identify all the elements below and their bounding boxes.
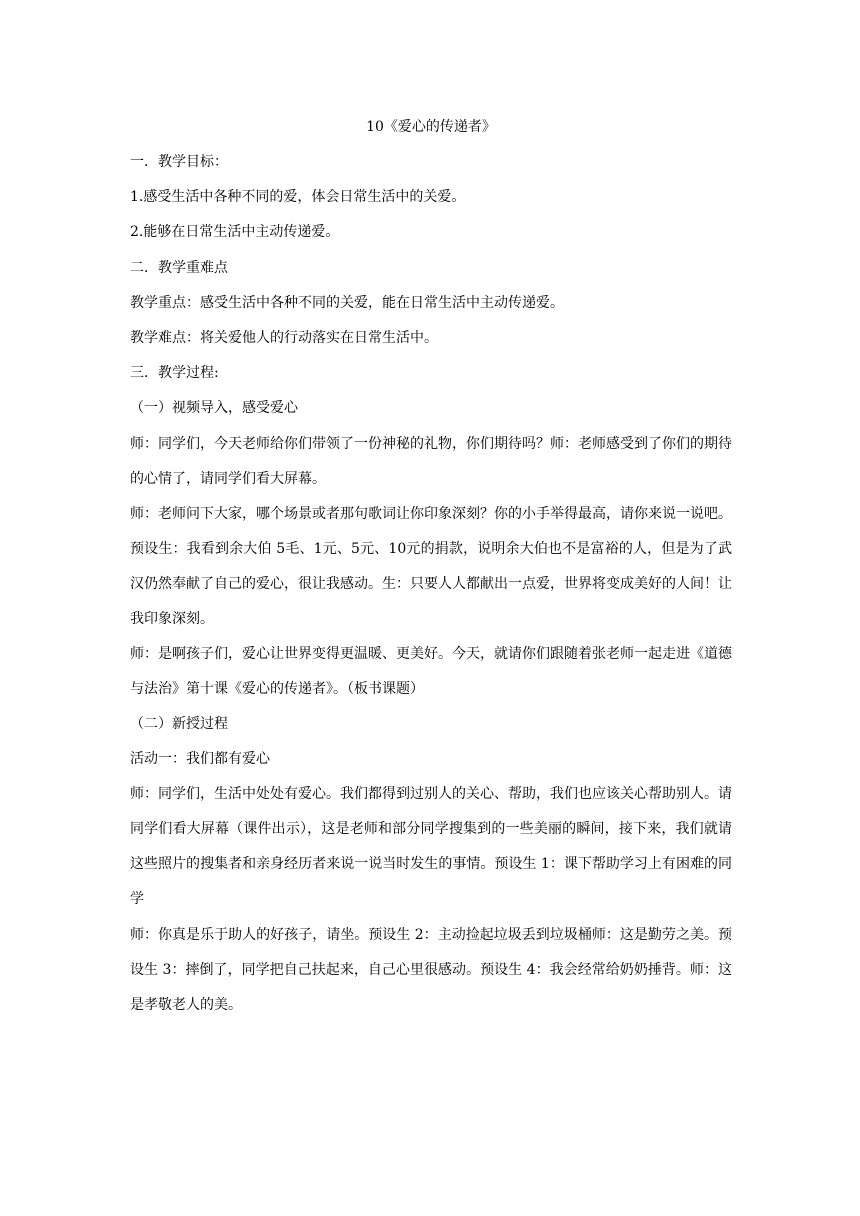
- section-heading-process: 三．教学过程:: [130, 365, 219, 382]
- goal-item-2: 2.能够在日常生活中主动传递爱。: [130, 224, 340, 241]
- subsection-heading-video-intro: （一）视频导入，感受爱心: [130, 400, 298, 417]
- paragraph: 师：是啊孩子们，爱心让世界变得更温暖、更美好。今天，就请你们跟随着张老师一起走进《道德与法治》第十课《爱心的传递者》。（板书课题）: [130, 645, 732, 697]
- paragraph: 师：同学们，今天老师给你们带领了一份神秘的礼物，你们期待吗？师：老师感受到了你们的期待的心情了，请同学们看大屏幕。: [130, 435, 732, 487]
- paragraph: 师：你真是乐于助人的好孩子，请坐。预设生 2：主动捡起垃圾丢到垃圾桶师：这是勤劳之美。预设生 3：摔倒了，同学把自己扶起来，自己心里很感动。预设生 4：我会经常给奶奶捶背。师：这是孝敬老人的美。: [130, 926, 732, 1013]
- activity-heading: 活动一：我们都有爱心: [130, 751, 270, 768]
- subsection-heading-new-lesson: （二）新授过程: [130, 716, 228, 733]
- document-title: 10《爱心的传递者》: [366, 119, 496, 135]
- document-body: [130, 119, 732, 1032]
- difficult-point: 教学难点：将关爱他人的行动落实在日常生活中。: [130, 329, 438, 346]
- section-heading-goals: 一．教学目标：: [130, 154, 228, 170]
- goal-item-1: 1.感受生活中各种不同的爱，体会日常生活中的关爱。: [130, 189, 466, 206]
- paragraph: 师：老师问下大家，哪个场景或者那句歌词让你印象深刻？你的小手举得最高，请你来说一说吧。预设生：我看到余大伯 5毛、1元、5元、10元的捐款，说明余大伯也不是富裕的人，但是为了武汉仍然奉献了自己的爱心，很让我感动。生：只要人人都献出一点爱，世界将变成美好的人间！让我印象深刻。: [130, 505, 732, 627]
- section-heading-key-points: 二．教学重难点: [130, 259, 228, 276]
- key-point: 教学重点：感受生活中各种不同的关爱，能在日常生活中主动传递爱。: [130, 294, 564, 311]
- paragraph: 师：同学们，生活中处处有爱心。我们都得到过别人的关心、帮助，我们也应该关心帮助别人。请同学们看大屏幕（课件出示），这是老师和部分同学搜集到的一些美丽的瞬间，接下来，我们就请这些照片的搜集者和亲身经历者来说一说当时发生的事情。预设生 1：课下帮助学习上有困难的同学: [130, 786, 732, 908]
